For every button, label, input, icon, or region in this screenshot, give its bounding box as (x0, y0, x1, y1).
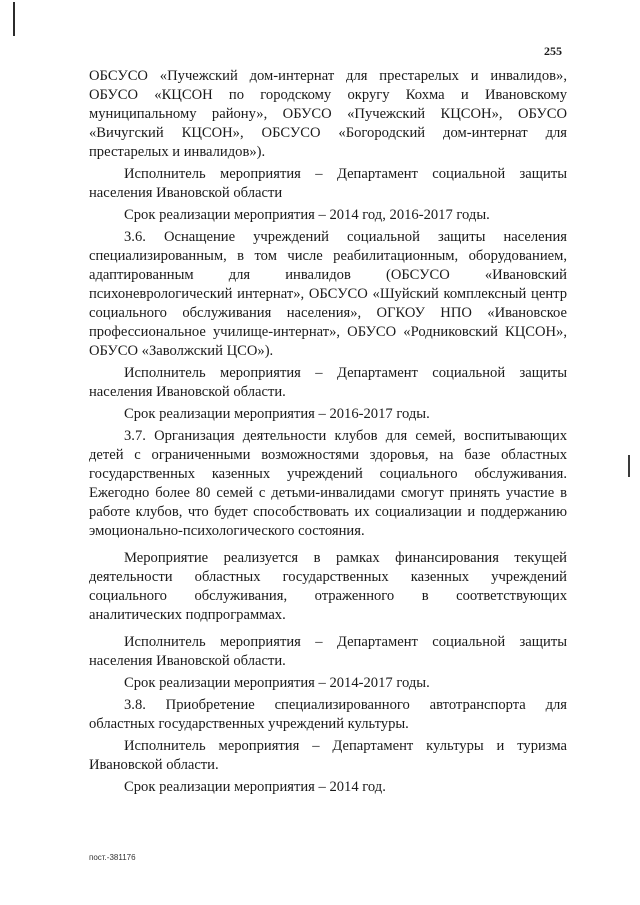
scan-edge-mark (628, 455, 630, 477)
paragraph: Мероприятие реализуется в рамках финансирования текущей деятельности областных государственных казенных учреждений социального обслуживания, отраженного в соответствующих аналитических подпрограммах. (89, 550, 567, 623)
paragraph: Срок реализации мероприятия – 2014 год. (124, 779, 386, 795)
document-code: пост.-381176 (89, 853, 136, 862)
page-number: 255 (544, 44, 562, 58)
paragraph: Срок реализации мероприятия – 2014-2017 годы. (124, 675, 430, 691)
paragraph: 3.7. Организация деятельности клубов для семей, воспитывающих детей с ограниченными возможностями здоровья, на базе областных государственных казенных учреждений социального обслуживания. Ежегодно более 80 семей с детьми-инвалидами смогут принять участие в работе клубов, что будет способствовать их социализации и поддержанию эмоционально-психологического состояния. (89, 428, 567, 539)
paragraph: Исполнитель мероприятия – Департамент социальной защиты населения Ивановской области (89, 166, 567, 201)
paragraph: 3.8. Приобретение специализированного автотранспорта для областных государственных учреждений культуры. (89, 697, 567, 732)
paragraph: Исполнитель мероприятия – Департамент культуры и туризма Ивановской области. (89, 738, 567, 773)
paragraph: Срок реализации мероприятия – 2014 год, 2016-2017 годы. (124, 207, 490, 223)
paragraph: Исполнитель мероприятия – Департамент социальной защиты населения Ивановской области. (89, 365, 567, 400)
paragraph: ОБСУСО «Пучежский дом-интернат для престарелых и инвалидов», ОБУСО «КЦСОН по городскому округу Кохма и Ивановскому муниципальному району», ОБУСО «Пучежский КЦСОН», ОБУСО «Вичугский КЦСОН», ОБСУСО «Богородский дом-интернат для престарелых и инвалидов»). (89, 68, 567, 160)
paragraph: 3.6. Оснащение учреждений социальной защиты населения специализированным, в том числе реабилитационным, оборудованием, адаптированным для инвалидов (ОБСУСО «Ивановский психоневрологический интернат», ОБСУСО «Шуйский комплексный центр социального обслуживания населения», ОГКОУ НПО «Ивановское профессиональное училище-интернат», ОБУСО «Родниковский КЦСОН», ОБУСО «Заволжский ЦСО»). (89, 229, 567, 359)
document-body (89, 67, 567, 800)
scan-edge-mark (13, 2, 15, 36)
paragraph: Исполнитель мероприятия – Департамент социальной защиты населения Ивановской области. (89, 634, 567, 669)
paragraph: Срок реализации мероприятия – 2016-2017 годы. (124, 406, 430, 422)
